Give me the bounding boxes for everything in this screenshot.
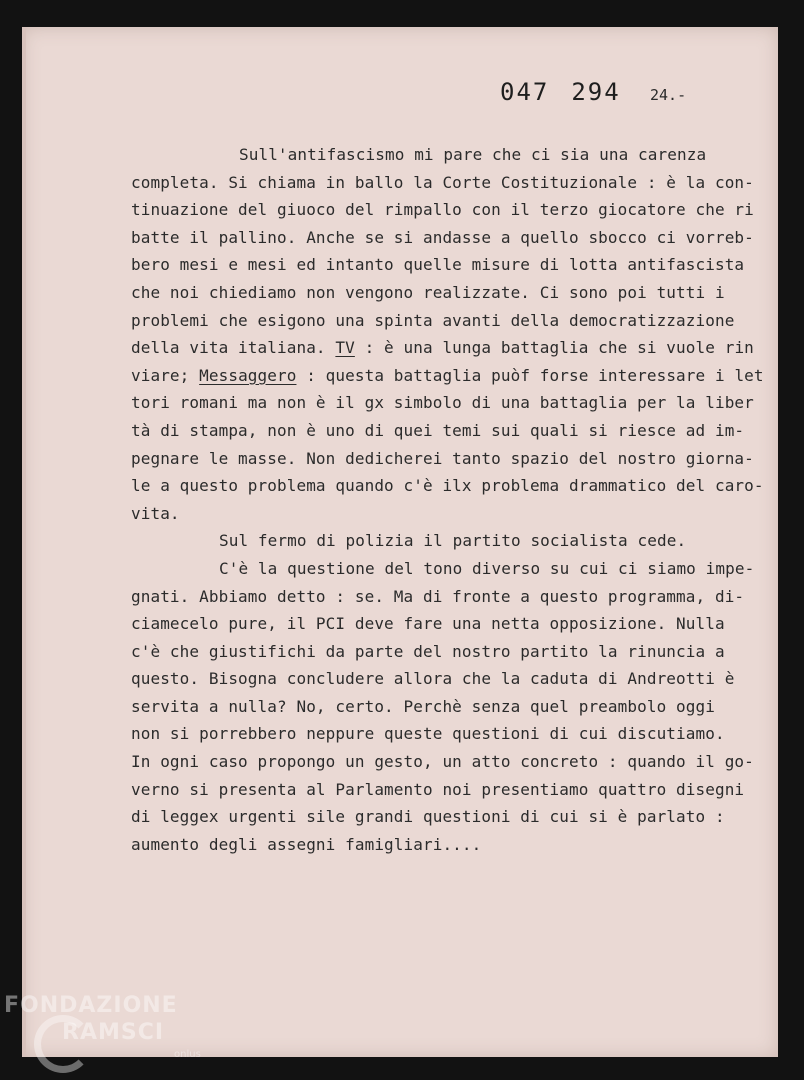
text-line: ciamecelo pure, il PCI deve fare una netta opposizione. Nulla [131,614,725,634]
text-line [131,334,761,362]
text-fragment: : questa battaglia puòf forse interessare i let [296,365,764,385]
text-line: vita. [131,503,180,523]
text-line: gnati. Abbiamo detto : se. Ma di fronte a questo programma, di- [131,586,745,606]
text-line: non si porrebbero neppure queste questioni di cui discutiamo. [131,724,725,744]
text-line: tà di stampa, non è uno di quei temi sui quali si riesce ad im- [131,420,745,440]
underlined-tv: TV [335,338,355,358]
archive-number-part2: 294 [571,78,621,106]
text-line [131,362,764,390]
text-line: c'è che giustifichi da parte del nostro partito la rinuncia a [131,641,725,661]
text-line: problemi che esigono una spinta avanti della democratizzazione [131,310,735,330]
text-line: In ogni caso propongo un gesto, un atto concreto : quando il go- [131,752,754,772]
gramsci-g-logo-icon [34,1015,92,1073]
text-line: tinuazione del giuoco del rimpallo con il terzo giocatore che ri [131,200,754,220]
text-line: bero mesi e mesi ed intanto quelle misure di lotta antifascista [131,255,745,275]
watermark-line2: RAMSCI [62,1020,165,1045]
text-line: verno si presenta al Parlamento noi presentiamo quattro disegni [131,779,745,799]
text-line: Sull'antifascismo mi pare che ci sia una carenza [239,145,707,164]
text-fragment: viare; [131,365,200,385]
page-number: 24.- [650,86,687,104]
text-line: di leggex urgenti sile grandi questioni di cui si è parlato : [131,807,725,827]
text-line: completa. Si chiama in ballo la Corte Costituzionale : è la con- [131,172,754,192]
text-fragment: : è una lunga battaglia che si vuole rin [354,338,754,358]
text-fragment: della vita italiana. [131,338,336,358]
archive-number [500,78,621,106]
fondazione-gramsci-watermark [4,993,201,1060]
text-line: pegnare le masse. Non dedicherei tanto spazio del nostro giorna- [131,448,754,468]
text-line: aumento degli assegni famigliari.... [131,834,482,854]
text-line: questo. Bisogna concludere allora che la caduta di Andreotti è [131,669,735,689]
text-line: servita a nulla? No, certo. Perchè senza quel preambolo oggi [131,696,715,716]
watermark-line1: FONDAZIONE [4,993,178,1018]
archive-number-part1: 047 [500,78,550,106]
underlined-messaggero: Messaggero [199,365,297,385]
text-line: tori romani ma non è il gx simbolo di una battaglia per la liber [131,393,754,413]
watermark-onlus: onlus [174,1049,201,1060]
page-edge [22,27,26,1057]
text-line: batte il pallino. Anche se si andasse a quello sbocco ci vorreb- [131,227,754,247]
text-line: le a questo problema quando c'è ilx problema drammatico del caro- [131,476,764,496]
text-line: che noi chiediamo non vengono realizzate. Ci sono poi tutti i [131,282,725,302]
typewritten-body [131,141,764,858]
text-line: C'è la questione del tono diverso su cui ci siamo impe- [219,558,755,578]
text-line: Sul fermo di polizia il partito socialista cede. [219,531,687,551]
